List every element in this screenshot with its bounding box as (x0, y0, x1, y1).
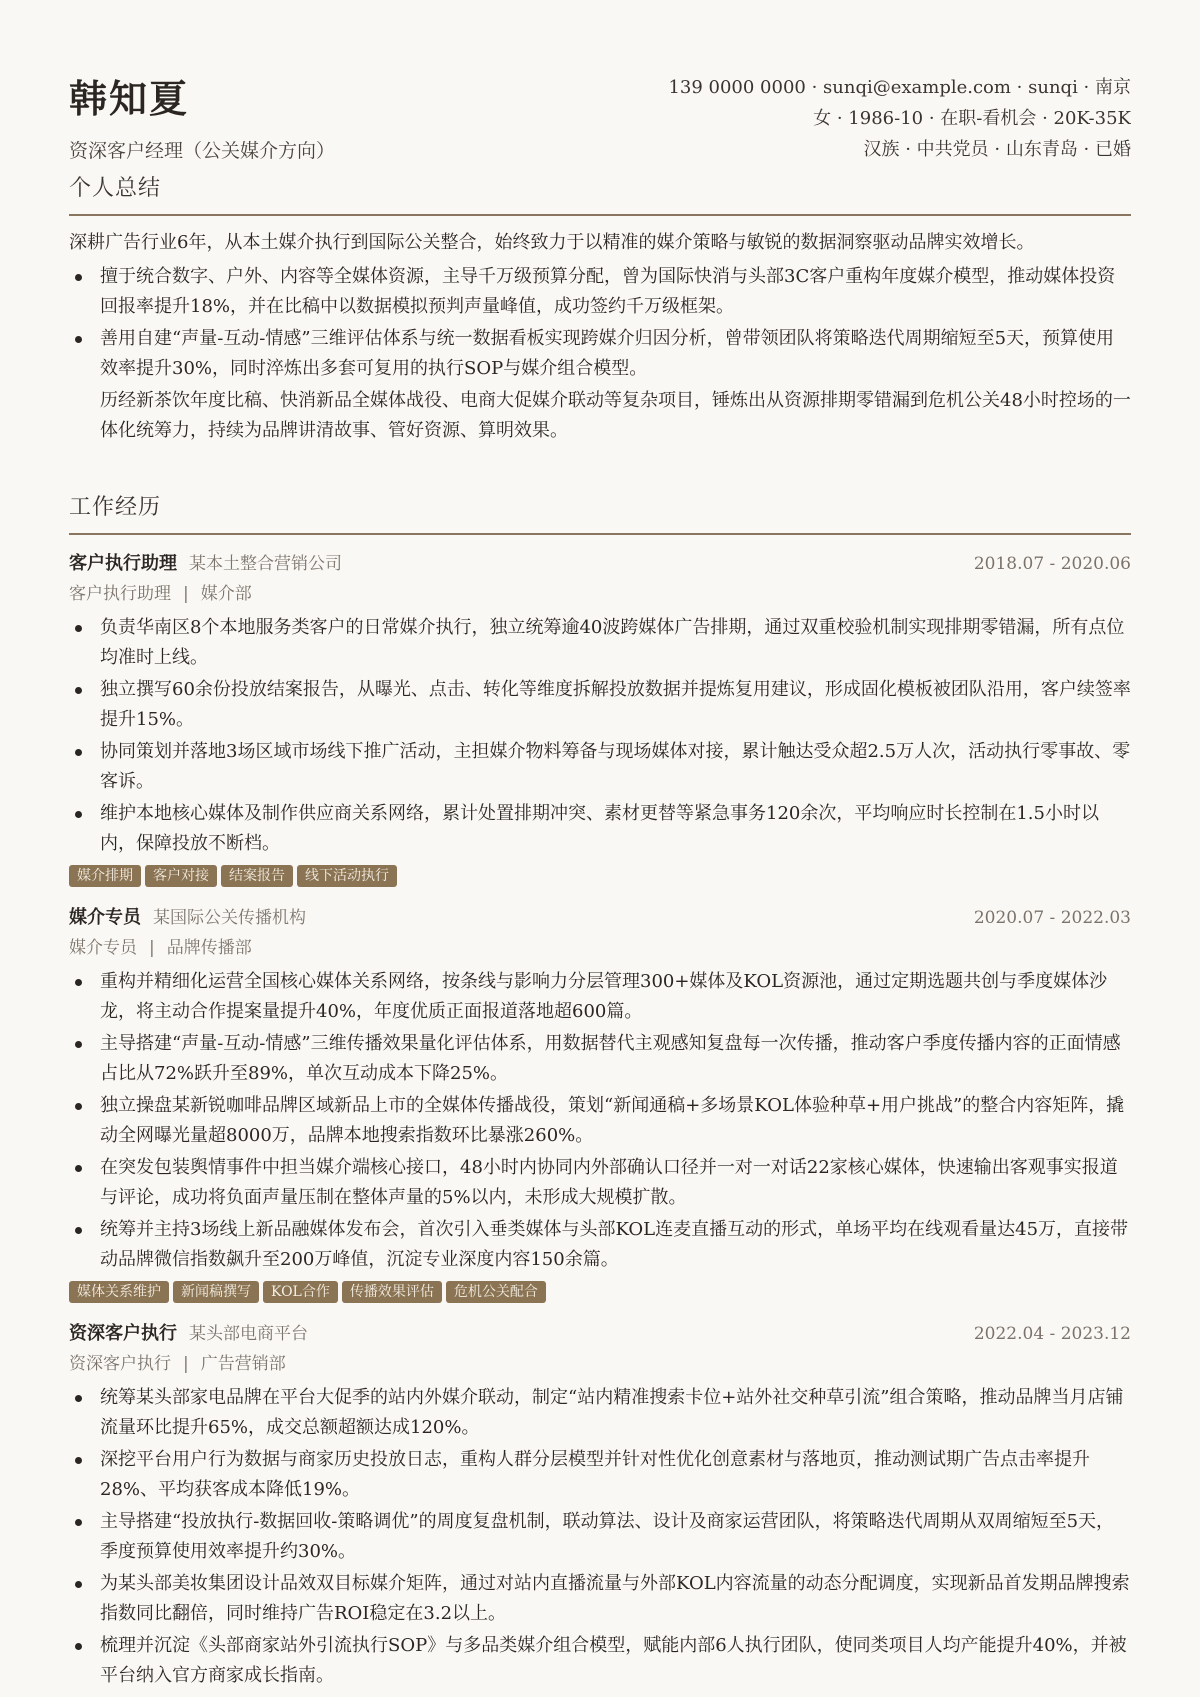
list-item: 统筹并主持3场线上新品融媒体发布会，首次引入垂类媒体与头部KOL连麦直播互动的形式，单场平均在线观看量达45万，直接带动品牌微信指数飙升至200万峰值，沉淀专业深度内容150余篇。 (69, 1215, 1131, 1275)
list-item: 负责华南区8个本地服务类客户的日常媒介执行，独立统筹逾40波跨媒体广告排期，通过双重校验机制实现排期零错漏，所有点位均准时上线。 (69, 613, 1131, 673)
contact-info (668, 72, 1131, 165)
job-subtitle (69, 933, 1131, 963)
contact-line: 女 · 1986-10 · 在职-看机会 · 20K-35K (813, 108, 1131, 129)
job-role: 客户执行助理 (69, 584, 171, 604)
list-item: 善用自建“声量-互动-情感”三维评估体系与统一数据看板实现跨媒介归因分析，曾带领团队将策略迭代周期缩短至5天，预算使用效率提升30%，同时淬炼出多套可复用的执行SOP与媒介组合模型。 (69, 324, 1131, 384)
job-bullets (69, 967, 1131, 1275)
list-item: 重构并精细化运营全国核心媒体关系网络，按条线与影响力分层管理300+媒体及KOL资源池，通过定期选题共创与季度媒体沙龙，将主动合作提案量提升40%，年度优质正面报道落地超600篇。 (69, 967, 1131, 1027)
job-subtitle (69, 579, 1131, 609)
contact-line: 汉族 · 中共党员 · 山东青岛 · 已婚 (863, 139, 1131, 160)
list-item: 为某头部美妆集团设计品效双目标媒介矩阵，通过对站内直播流量与外部KOL内容流量的动态分配调度，实现新品首发期品牌搜索指数同比翻倍，同时维持广告ROI稳定在3.2以上。 (69, 1569, 1131, 1629)
skill-tag: KOL合作 (263, 1281, 338, 1303)
skill-tag: 线下活动执行 (297, 865, 397, 887)
list-item: 在突发包装舆情事件中担当媒介端核心接口，48小时内协同内外部确认口径并一对一对话22家核心媒体，快速输出客观事实报道与评论，成功将负面声量压制在整体声量的5%以内，未形成大规模扩散。 (69, 1153, 1131, 1213)
section-title: 个人总结 (69, 174, 1131, 216)
list-item: 独立撰写60余份投放结案报告，从曝光、点击、转化等维度拆解投放数据并提炼复用建议，形成固化模板被团队沿用，客户续签率提升15%。 (69, 675, 1131, 735)
section-title: 工作经历 (69, 493, 1131, 535)
job-header (69, 1319, 1131, 1349)
job-entry (69, 903, 1131, 1305)
job-entry (69, 1319, 1131, 1691)
contact-line: 139 0000 0000 · sunqi@example.com · sunqi · 南京 (668, 77, 1131, 98)
skill-tags (69, 865, 1131, 889)
separator: | (183, 584, 189, 604)
resume-header (69, 72, 1131, 182)
summary-bullets (69, 262, 1131, 384)
job-company: 某本土整合营销公司 (189, 554, 342, 574)
job-title: 媒介专员 (69, 907, 141, 928)
skill-tag: 危机公关配合 (446, 1281, 546, 1303)
skill-tag: 新闻稿撰写 (173, 1281, 259, 1303)
job-dates: 2020.07 - 2022.03 (973, 908, 1131, 928)
list-item: 梳理并沉淀《头部商家站外引流执行SOP》与多品类媒介组合模型，赋能内部6人执行团队，使同类项目人均产能提升40%，并被平台纳入官方商家成长指南。 (69, 1631, 1131, 1691)
list-item: 独立操盘某新锐咖啡品牌区域新品上市的全媒体传播战役，策划“新闻通稿+多场景KOL体验种草+用户挑战”的整合内容矩阵，撬动全网曝光量超8000万，品牌本地搜索指数环比暴涨260%。 (69, 1091, 1131, 1151)
summary-section (69, 174, 1131, 446)
skill-tag: 传播效果评估 (342, 1281, 442, 1303)
separator: | (183, 1354, 189, 1374)
job-company: 某国际公关传播机构 (153, 908, 306, 928)
skill-tag: 媒介排期 (69, 865, 141, 887)
job-dates: 2022.04 - 2023.12 (973, 1324, 1131, 1344)
job-role: 媒介专员 (69, 938, 137, 958)
list-item: 协同策划并落地3场区域市场线下推广活动，主担媒介物料筹备与现场媒体对接，累计触达受众超2.5万人次，活动执行零事故、零客诉。 (69, 737, 1131, 797)
list-item: 擅于统合数字、户外、内容等全媒体资源，主导千万级预算分配，曾为国际快消与头部3C客户重构年度媒介模型，推动媒体投资回报率提升18%，并在比稿中以数据模拟预判声量峰值，成功签约千万级框架。 (69, 262, 1131, 322)
skill-tags (69, 1281, 1131, 1305)
candidate-headline: 资深客户经理（公关媒介方向） (69, 140, 336, 162)
job-entry (69, 549, 1131, 889)
skill-tag: 结案报告 (221, 865, 293, 887)
job-title: 客户执行助理 (69, 553, 177, 574)
summary-lead: 深耕广告行业6年，从本土媒介执行到国际公关整合，始终致力于以精准的媒介策略与敏锐的数据洞察驱动品牌实效增长。 (69, 232, 1035, 253)
job-header (69, 903, 1131, 933)
skill-tag: 客户对接 (145, 865, 217, 887)
job-department: 广告营销部 (200, 1354, 286, 1374)
list-item: 维护本地核心媒体及制作供应商关系网络，累计处置排期冲突、素材更替等紧急事务120余次，平均响应时长控制在1.5小时以内，保障投放不断档。 (69, 799, 1131, 859)
job-department: 品牌传播部 (166, 938, 252, 958)
separator: | (149, 938, 155, 958)
summary-extra: 历经新茶饮年度比稿、快消新品全媒体战役、电商大促媒介联动等复杂项目，锤炼出从资源排期零错漏到危机公关48小时控场的一体化统筹力，持续为品牌讲清故事、管好资源、算明效果。 (100, 390, 1131, 441)
skill-tag: 媒体关系维护 (69, 1281, 169, 1303)
list-item: 主导搭建“声量-互动-情感”三维传播效果量化评估体系，用数据替代主观感知复盘每一次传播，推动客户季度传播内容的正面情感占比从72%跃升至89%，单次互动成本下降25%。 (69, 1029, 1131, 1089)
job-title: 资深客户执行 (69, 1323, 177, 1344)
list-item: 统筹某头部家电品牌在平台大促季的站内外媒介联动，制定“站内精准搜索卡位+站外社交种草引流”组合策略，推动品牌当月店铺流量环比提升65%，成交总额超额达成120%。 (69, 1383, 1131, 1443)
job-header (69, 549, 1131, 579)
job-role: 资深客户执行 (69, 1354, 171, 1374)
work-section (69, 493, 1131, 1693)
job-subtitle (69, 1349, 1131, 1379)
job-dates: 2018.07 - 2020.06 (973, 554, 1131, 574)
job-bullets (69, 1383, 1131, 1691)
list-item: 主导搭建“投放执行-数据回收-策略调优”的周度复盘机制，联动算法、设计及商家运营团队，将策略迭代周期从双周缩短至5天，季度预算使用效率提升约30%。 (69, 1507, 1131, 1567)
resume-page (69, 0, 1131, 1697)
job-department: 媒介部 (200, 584, 252, 604)
list-item: 深挖平台用户行为数据与商家历史投放日志，重构人群分层模型并针对性优化创意素材与落地页，推动测试期广告点击率提升28%、平均获客成本降低19%。 (69, 1445, 1131, 1505)
job-bullets (69, 613, 1131, 859)
candidate-name: 韩知夏 (69, 76, 190, 121)
job-company: 某头部电商平台 (189, 1324, 308, 1344)
